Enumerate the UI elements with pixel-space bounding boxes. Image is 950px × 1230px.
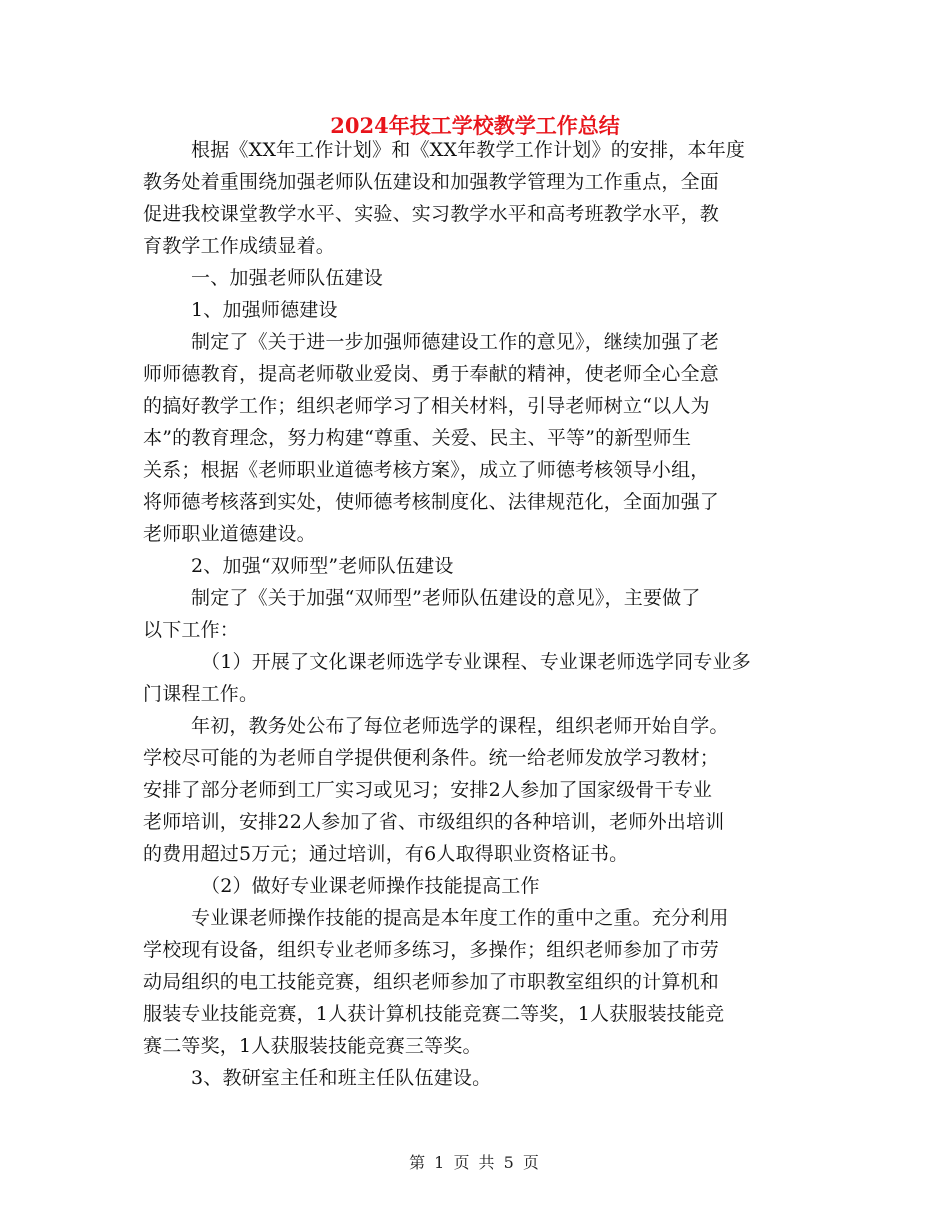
paragraph-line: 服装专业技能竞赛，1人获计算机技能竞赛二等奖，1人获服装技能竞 (143, 1003, 725, 1025)
paragraph-line: 制定了《关于进一步加强师德建设工作的意见》，继续加强了老 (191, 331, 720, 353)
paragraph-line: 专业课老师操作技能的提高是本年度工作的重中之重。充分利用 (191, 907, 729, 929)
subsection-heading: 3、教研室主任和班主任队伍建设。 (191, 1067, 492, 1089)
paragraph-line: 制定了《关于加强“双师型”老师队伍建设的意见》，主要做了 (191, 587, 701, 609)
paragraph-line: 学校尽可能的为老师自学提供便利条件。统一给老师发放学习教材； (143, 747, 720, 769)
paragraph-line: 关系；根据《老师职业道德考核方案》，成立了师德考核领导小组， (143, 459, 710, 481)
paragraph-line: 年初，教务处公布了每位老师选学的课程，组织老师开始自学。 (191, 715, 729, 737)
paragraph-line: 的搞好教学工作；组织老师学习了相关材料，引导老师树立“以人为 (143, 395, 710, 417)
section-heading: 一、加强老师队伍建设 (191, 267, 384, 289)
paragraph-line: 本”的教育理念，努力构建“尊重、关爱、民主、平等”的新型师生 (143, 427, 692, 449)
list-item-heading: （1）开展了文化课老师选学专业课程、专业课老师选学同专业多 (201, 651, 751, 673)
paragraph-line: 老师职业道德建设。 (143, 523, 316, 545)
subsection-heading: 2、加强“双师型”老师队伍建设 (191, 555, 454, 577)
paragraph-line: 安排了部分老师到工厂实习或见习；安排2人参加了国家级骨干专业 (143, 779, 713, 801)
paragraph-line: 赛二等奖，1人获服装技能竞赛三等奖。 (143, 1035, 482, 1057)
paragraph-line: 师师德教育，提高老师敬业爱岗、勇于奉献的精神，使老师全心全意 (143, 363, 720, 385)
paragraph-line: 将师德考核落到实处，使师德考核制度化、法律规范化，全面加强了 (143, 491, 720, 513)
paragraph-line: 根据《XX年工作计划》和《XX年教学工作计划》的安排，本年度 (191, 139, 746, 161)
paragraph-line: 的费用超过5万元；通过培训，有6人取得职业资格证书。 (143, 843, 629, 865)
subsection-heading: 1、加强师德建设 (191, 299, 338, 321)
paragraph-line: 学校现有设备，组织专业老师多练习，多操作；组织老师参加了市劳 (143, 939, 720, 961)
paragraph-line: 以下工作： (143, 619, 240, 641)
paragraph-line: 老师培训，安排22人参加了省、市级组织的各种培训，老师外出培训 (143, 811, 725, 833)
list-item-heading: （2）做好专业课老师操作技能提高工作 (201, 875, 540, 897)
document-body (143, 134, 808, 1094)
paragraph-line: 动局组织的电工技能竞赛，组织老师参加了市职教室组织的计算机和 (143, 971, 720, 993)
paragraph-line: 促进我校课堂教学水平、实验、实习教学水平和高考班教学水平，教 (143, 203, 720, 225)
page-title: 2024年技工学校教学工作总结 (330, 113, 620, 138)
paragraph-line: 门课程工作。 (143, 683, 259, 705)
page-number-footer: 第 1 页 共 5 页 (409, 1153, 541, 1172)
paragraph-line: 育教学工作成绩显着。 (143, 235, 336, 257)
paragraph-line: 教务处着重围绕加强老师队伍建设和加强教学管理为工作重点，全面 (143, 171, 720, 193)
